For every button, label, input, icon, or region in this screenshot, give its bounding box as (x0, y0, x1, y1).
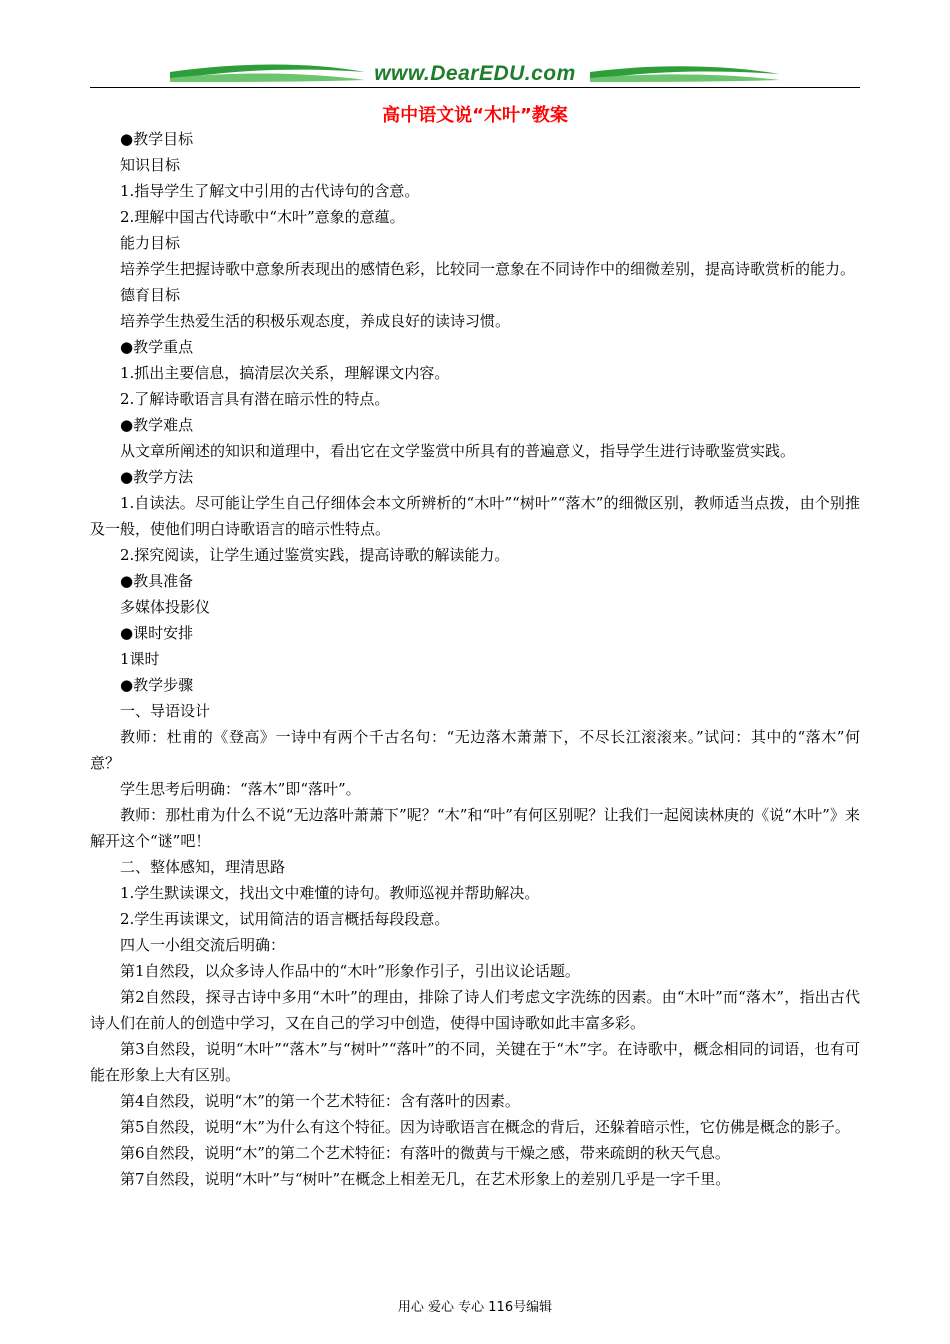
body-paragraph: 知识目标 (120, 156, 181, 174)
body-paragraph: 培养学生把握诗歌中意象所表现出的感情色彩，比较同一意象在不同诗作中的细微差别，提高诗歌赏析的能力。 (120, 260, 856, 278)
body-paragraph: 德育目标 (120, 286, 181, 304)
body-paragraph: 第5自然段，说明“木”为什么有这个特征。因为诗歌语言在概念的背后，还躲着暗示性，它仿佛是概念的影子。 (120, 1118, 850, 1136)
body-paragraph: 1.自读法。尽可能让学生自己仔细体会本文所辨析的“木叶”“树叶”“落木”的细微区别，教师适当点拨，由个别推及一般，使他们明白诗歌语言的暗示性特点。 (90, 494, 860, 538)
body-paragraph: ●教学方法 (120, 468, 194, 486)
site-logo: www.DearEDU.com (374, 62, 576, 85)
body-paragraph: 1.学生默读课文，找出文中难懂的诗句。教师巡视并帮助解决。 (120, 884, 540, 902)
body-paragraph: 第1自然段，以众多诗人作品中的“木叶”形象作引子，引出议论话题。 (120, 962, 580, 980)
body-paragraph: ●教学目标 (120, 130, 194, 148)
body-paragraph: 1.抓出主要信息，搞清层次关系，理解课文内容。 (120, 364, 450, 382)
body-paragraph: 从文章所阐述的知识和道理中，看出它在文学鉴赏中所具有的普遍意义，指导学生进行诗歌鉴赏实践。 (120, 442, 796, 460)
body-paragraph: 能力目标 (120, 234, 181, 252)
document-body (90, 126, 860, 1192)
body-paragraph: ●教学重点 (120, 338, 194, 356)
body-paragraph: 多媒体投影仪 (120, 598, 211, 616)
body-paragraph: 2.理解中国古代诗歌中“木叶”意象的意蕴。 (120, 208, 405, 226)
body-paragraph: 2.了解诗歌语言具有潜在暗示性的特点。 (120, 390, 390, 408)
body-paragraph: 培养学生热爱生活的积极乐观态度，养成良好的读诗习惯。 (120, 312, 511, 330)
body-paragraph: 学生思考后明确：“落木”即“落叶”。 (120, 780, 361, 798)
body-paragraph: 二、整体感知，理清思路 (120, 858, 286, 876)
document-title: 高中语文说“木叶”教案 (382, 105, 568, 126)
body-paragraph: ●教学难点 (120, 416, 194, 434)
body-paragraph: ●教具准备 (120, 572, 194, 590)
page-footer: 用心 爱心 专心 116号编辑 (397, 1300, 553, 1315)
body-paragraph: 2.探究阅读，让学生通过鉴赏实践，提高诗歌的解读能力。 (120, 546, 510, 564)
body-paragraph: 第7自然段，说明“木叶”与“树叶”在概念上相差无几，在艺术形象上的差别几乎是一字千里。 (120, 1170, 731, 1188)
body-paragraph: 1课时 (120, 650, 160, 668)
body-paragraph: 第6自然段，说明“木”的第二个艺术特征：有落叶的微黄与干燥之感，带来疏朗的秋天气息。 (120, 1144, 730, 1162)
page-header (90, 60, 860, 90)
body-paragraph: 2.学生再读课文，试用简洁的语言概括每段段意。 (120, 910, 450, 928)
body-paragraph: ●课时安排 (120, 624, 194, 642)
body-paragraph: 一、导语设计 (120, 702, 211, 720)
body-paragraph: 教师：杜甫的《登高》一诗中有两个千古名句：“无边落木萧萧下，不尽长江滚滚来。”试问：其中的“落木”何意？ (90, 728, 860, 772)
body-paragraph: 第4自然段，说明“木”的第一个艺术特征：含有落叶的因素。 (120, 1092, 520, 1110)
body-paragraph: 1.指导学生了解文中引用的古代诗句的含意。 (120, 182, 420, 200)
header-divider (90, 87, 860, 88)
body-paragraph: 第2自然段，探寻古诗中多用“木叶”的理由，排除了诗人们考虑文字洗练的因素。由“木叶”而“落木”，指出古代诗人们在前人的创造中学习，又在自己的学习中创造，使得中国诗歌如此丰富多彩。 (90, 988, 860, 1032)
body-paragraph: 四人一小组交流后明确： (120, 936, 286, 954)
body-paragraph: ●教学步骤 (120, 676, 194, 694)
body-paragraph: 第3自然段，说明“木叶”“落木”与“树叶”“落叶”的不同，关键在于“木”字。在诗歌中，概念相同的词语，也有可能在形象上大有区别。 (90, 1040, 860, 1084)
body-paragraph: 教师：那杜甫为什么不说“无边落叶萧萧下”呢？“木”和“叶”有何区别呢？让我们一起阅读林庚的《说“木叶”》来解开这个“谜”吧！ (90, 806, 860, 850)
